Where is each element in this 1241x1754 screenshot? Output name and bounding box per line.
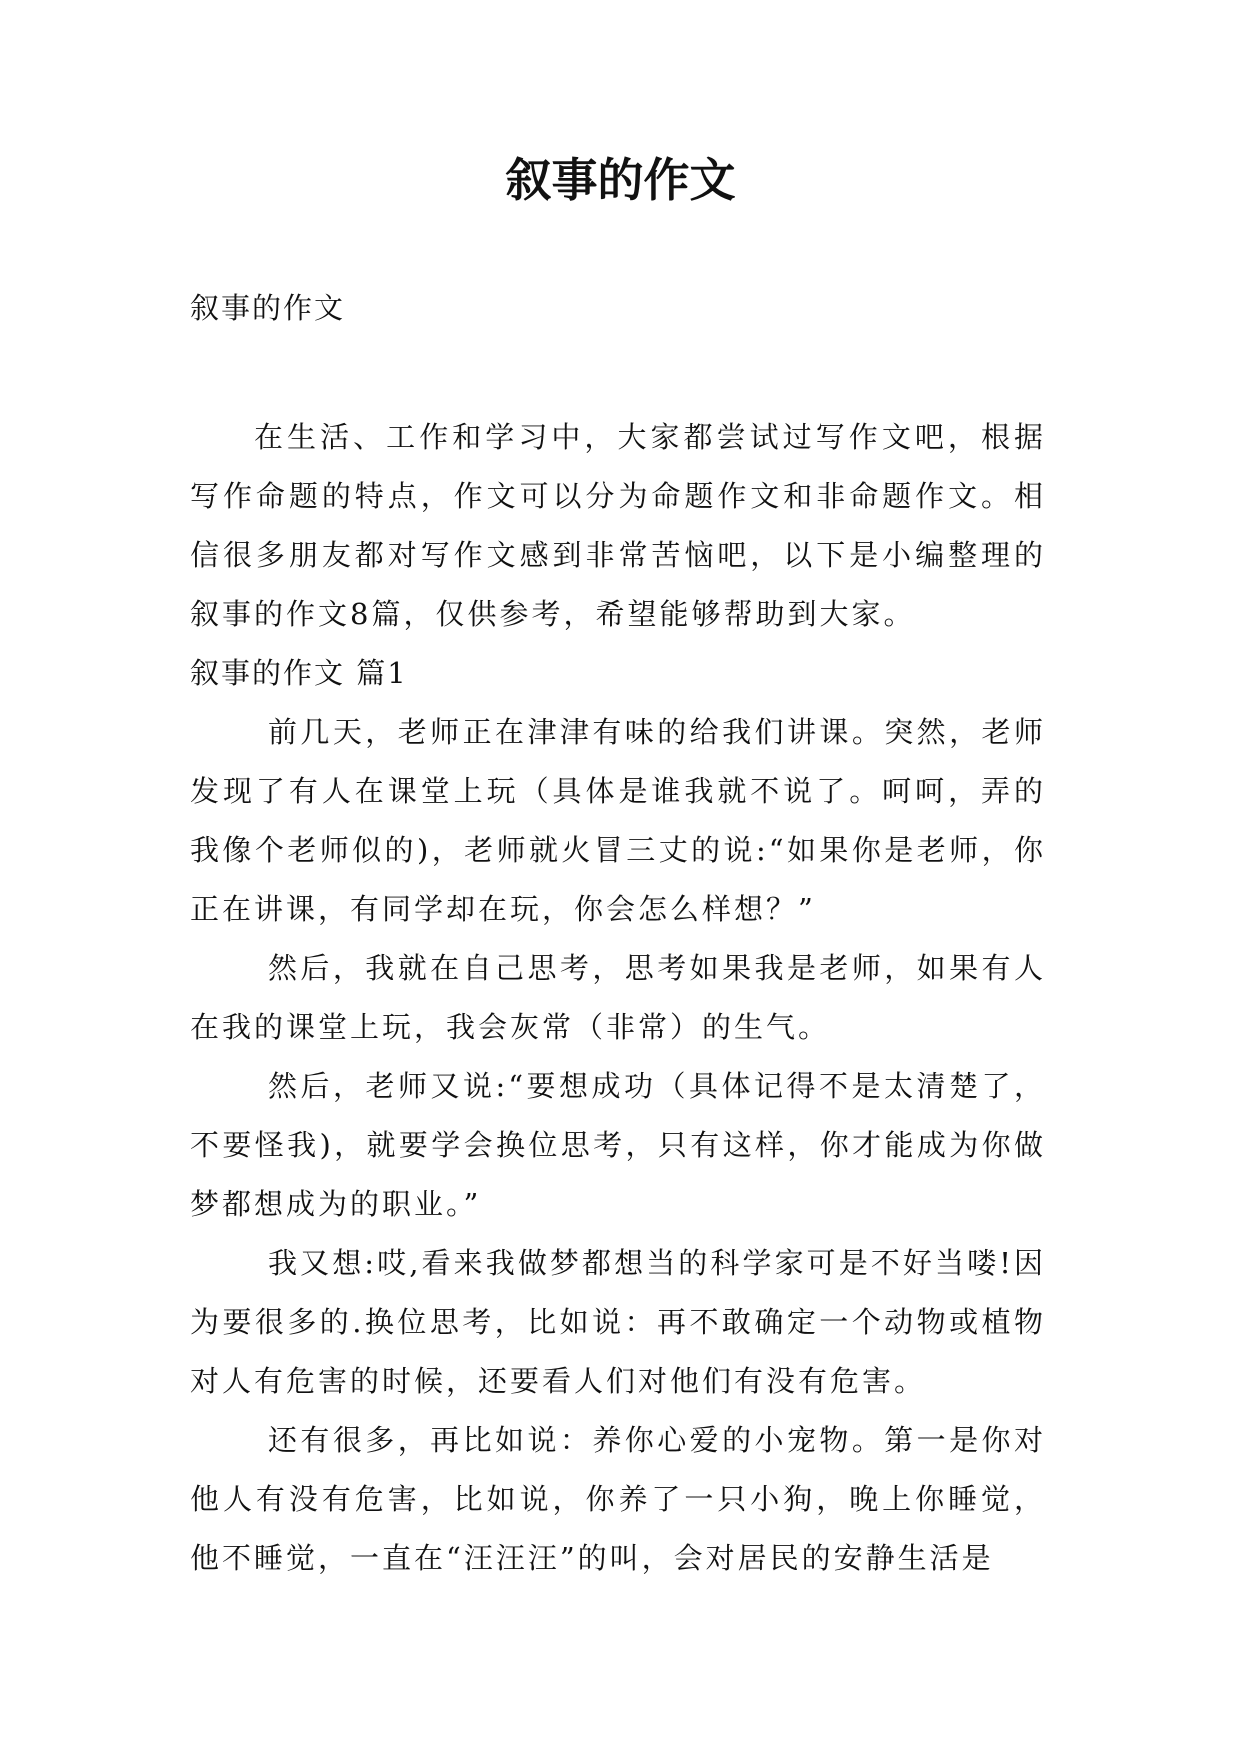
body-paragraph: 然后，我就在自己思考，思考如果我是老师，如果有人在我的课堂上玩，我会灰常（非常）的生气。 <box>190 951 1046 1044</box>
body-paragraph: 前几天，老师正在津津有味的给我们讲课。突然，老师发现了有人在课堂上玩（具体是谁我就不说了。呵呵，弄的我像个老师似的)，老师就火冒三丈的说:“如果你是老师，你正在讲课，有同学却在玩，你会怎么样想？” <box>190 715 1046 926</box>
intro-paragraph: 在生活、工作和学习中，大家都尝试过写作文吧，根据写作命题的特点，作文可以分为命题作文和非命题作文。相信很多朋友都对写作文感到非常苦恼吧，以下是小编整理的叙事的作文8篇，仅供参考，希望能够帮助到大家。 <box>190 420 1046 631</box>
body-paragraph: 然后，老师又说:“要想成功（具体记得不是太清楚了，不要怪我)，就要学会换位思考，只有这样，你才能成为你做梦都想成为的职业。” <box>190 1069 1046 1221</box>
body-paragraph: 还有很多，再比如说：养你心爱的小宠物。第一是你对他人有没有危害，比如说，你养了一只小狗，晚上你睡觉，他不睡觉，一直在“汪汪汪”的叫，会对居民的安静生活是 <box>190 1423 1046 1575</box>
body-paragraph: 我又想:哎,看来我做梦都想当的科学家可是不好当喽!因为要很多的.换位思考，比如说：再不敢确定一个动物或植物对人有危害的时候，还要看人们对他们有没有危害。 <box>190 1246 1046 1398</box>
document-title: 叙事的作文 <box>505 153 736 207</box>
section-heading: 叙事的作文 篇1 <box>190 656 408 690</box>
document-body <box>190 408 1046 1588</box>
document-subtitle: 叙事的作文 <box>190 291 346 325</box>
